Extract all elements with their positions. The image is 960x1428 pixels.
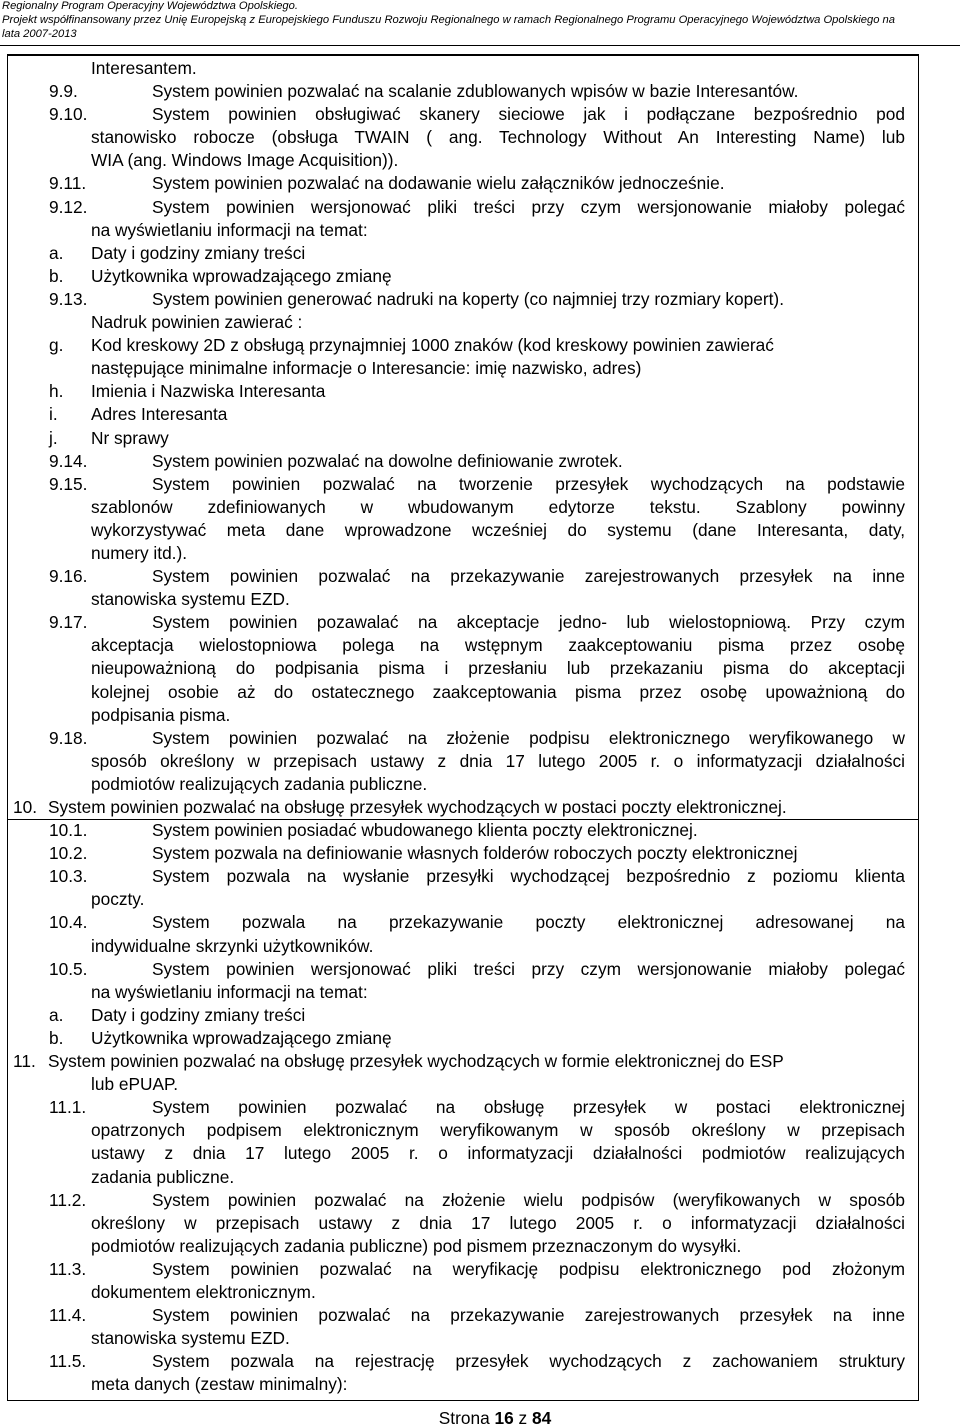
- text-line: [0, 1027, 960, 1050]
- item-text: Użytkownika wprowadzającego zmianę: [91, 1027, 392, 1048]
- item-number: 11.1.: [49, 1097, 87, 1118]
- item-text: System powinien obsługiwać skanery sieciowe jak i podłączane bezpośrednio pod: [152, 104, 905, 125]
- item-text: System pozwala na definiowanie własnych folderów roboczych poczty elektronicznej: [152, 843, 798, 864]
- text-line: [0, 519, 960, 542]
- text-line: [0, 773, 960, 796]
- item-number: 11.5.: [49, 1351, 87, 1372]
- text-line: [0, 935, 960, 958]
- text-line: [0, 242, 960, 265]
- frame-inner-rule: [7, 55, 919, 56]
- item-text: System powinien pozwalać na scalanie zdublowanych wpisów w bazie Interesantów.: [152, 81, 799, 102]
- text-line: [0, 796, 960, 819]
- item-text: na wyświetlaniu informacji na temat:: [91, 981, 368, 1002]
- item-text: podmiotów realizujących zadania publiczne.: [91, 773, 428, 794]
- text-line: [0, 1119, 960, 1142]
- item-text: Kod kreskowy 2D z obsługą przynajmniej 1000 znaków (kod kreskowy powinien zawierać: [91, 335, 774, 356]
- item-number: 9.13.: [49, 288, 88, 309]
- item-text: System powinien wersjonować pliki treści przy czym wersjonowanie miałoby polegać: [152, 196, 905, 217]
- document-body: [0, 57, 960, 1396]
- footer-separator: z: [518, 1408, 528, 1428]
- item-text: wykorzystywać meta dane wprowadzone wcześniej do systemu (dane Interesanta, daty,: [91, 519, 905, 540]
- item-number: j.: [49, 427, 58, 448]
- item-text: szablonów zdefiniowanych w wbudowanym edytorze tekstu. Szablony powinny: [91, 496, 905, 517]
- text-line: [0, 496, 960, 519]
- item-text: podpisania pisma.: [91, 704, 231, 725]
- text-line: [0, 681, 960, 704]
- item-number: 11.2.: [49, 1189, 87, 1210]
- text-line: [0, 565, 960, 588]
- text-line: [0, 1212, 960, 1235]
- text-line: [0, 1373, 960, 1396]
- item-number: 11.4.: [49, 1305, 87, 1326]
- header-rule: [0, 45, 960, 46]
- text-line: [0, 842, 960, 865]
- text-line: [0, 704, 960, 727]
- item-number: 10.1.: [49, 820, 88, 841]
- text-line: [0, 403, 960, 426]
- text-line: [0, 149, 960, 172]
- item-number: 9.9.: [49, 81, 78, 102]
- item-text: lub ePUAP.: [91, 1074, 179, 1095]
- item-text: stanowisko robocze (obsługa TWAIN ( ang. Technology Without An Interesting Name) lub: [91, 127, 905, 148]
- text-line: [0, 1327, 960, 1350]
- text-line: [0, 888, 960, 911]
- item-text: Interesantem.: [91, 58, 197, 78]
- text-line: [0, 611, 960, 634]
- item-text: System powinien pozwalać na złożenie wielu podpisów (weryfikowanych w sposób: [152, 1189, 905, 1210]
- text-line: [0, 172, 960, 195]
- text-line: [0, 1096, 960, 1119]
- text-line: [0, 357, 960, 380]
- item-text: Użytkownika wprowadzającego zmianę: [91, 265, 392, 286]
- item-text: System pozwala na przekazywanie poczty elektronicznej adresowanej na: [152, 912, 905, 933]
- item-number: 9.18.: [49, 727, 88, 748]
- item-number: 9.10.: [49, 104, 88, 125]
- text-line: [0, 865, 960, 888]
- text-line: [0, 981, 960, 1004]
- text-line: [0, 196, 960, 219]
- text-line: [0, 1304, 960, 1327]
- item-text: System pozwala na wysłanie przesyłki wychodzącej bezpośrednio z poziomu klienta: [152, 866, 905, 887]
- text-line: [0, 819, 960, 842]
- text-line: [0, 450, 960, 473]
- item-text: System pozwala na rejestrację przesyłek wychodzących z zachowaniem struktury: [152, 1351, 905, 1372]
- item-text: następujące minimalne informacje o Interesancie: imię nazwisko, adres): [91, 358, 642, 379]
- item-number: 11.: [13, 1051, 36, 1072]
- item-text: Imienia i Nazwiska Interesanta: [91, 381, 326, 402]
- item-number: a.: [49, 1004, 64, 1025]
- item-text: System powinien pozwalać na dowolne definiowanie zwrotek.: [152, 450, 623, 471]
- text-line: [0, 911, 960, 934]
- item-text: numery itd.).: [91, 542, 188, 563]
- item-number: 10.4.: [49, 912, 88, 933]
- item-number: 10.3.: [49, 866, 88, 887]
- text-line: [0, 219, 960, 242]
- text-line: [0, 265, 960, 288]
- item-number: b.: [49, 1027, 64, 1048]
- item-number: 9.11.: [49, 173, 87, 194]
- text-line: [0, 1142, 960, 1165]
- item-text: System powinien generować nadruki na koperty (co najmniej trzy rozmiary kopert).: [152, 288, 784, 309]
- text-line: [0, 1050, 960, 1073]
- header-period: lata 2007-2013: [2, 28, 77, 40]
- item-number: 9.12.: [49, 196, 88, 217]
- text-line: [0, 103, 960, 126]
- item-text: meta danych (zestaw minimalny):: [91, 1374, 348, 1395]
- page-footer: [0, 1408, 960, 1428]
- item-text: System powinien pozwalać na przekazywanie zarejestrowanych przesyłek na inne: [152, 566, 905, 587]
- footer-page-total: 84: [532, 1408, 552, 1428]
- text-line: [0, 1166, 960, 1189]
- text-line: [0, 1350, 960, 1373]
- text-line: [0, 634, 960, 657]
- item-text: Daty i godziny zmiany treści: [91, 242, 306, 263]
- item-text: Nadruk powinien zawierać :: [91, 312, 303, 333]
- item-number: 10.2.: [49, 843, 88, 864]
- item-text: opatrzonych podpisem elektronicznym weryfikowanym w sposób określony w przepisach: [91, 1120, 905, 1141]
- item-text: akceptacja wielostopniowa polega na wstępnym zaakceptowaniu pisma przez osobę: [91, 635, 905, 656]
- item-text: System powinien pozwalać na tworzenie przesyłek wychodzących na podstawie: [152, 473, 905, 494]
- item-text: Daty i godziny zmiany treści: [91, 1004, 306, 1025]
- text-line: [0, 57, 960, 80]
- text-line: [0, 1235, 960, 1258]
- item-text: System powinien wersjonować pliki treści przy czym wersjonowanie miałoby polegać: [152, 958, 905, 979]
- item-text: dokumentem elektronicznym.: [91, 1281, 316, 1302]
- text-line: [0, 657, 960, 680]
- item-text: System powinien pozwalać na złożenie podpisu elektronicznego weryfikowanego w: [152, 727, 905, 748]
- footer-prefix: Strona: [438, 1408, 490, 1428]
- item-number: 10.: [13, 797, 38, 817]
- item-text: sposób określony w przepisach ustawy z dnia 17 lutego 2005 r. o informatyzacji działalności: [91, 750, 905, 771]
- item-text: System powinien pozwalać na obsługę przesyłek w postaci elektronicznej: [152, 1097, 905, 1118]
- item-text: System powinien pozwalać na obsługę przesyłek wychodzących w postaci poczty elektronicznej.: [48, 797, 787, 817]
- text-line: [0, 334, 960, 357]
- item-number: g.: [49, 335, 64, 356]
- item-text: na wyświetlaniu informacji na temat:: [91, 219, 368, 240]
- text-line: [0, 311, 960, 334]
- item-text: określony w przepisach ustawy z dnia 17 lutego 2005 r. o informatyzacji działalności: [91, 1212, 905, 1233]
- item-text: System powinien pozawalać na akceptacje jedno- lub wielostopniową. Przy czym: [152, 612, 905, 633]
- item-text: stanowiska systemu EZD.: [91, 1328, 290, 1349]
- text-line: [0, 126, 960, 149]
- item-text: kolejnej osobie aż do ostatecznego zaakceptowania pisma przez osobę upoważnioną do: [91, 681, 905, 702]
- text-line: [0, 958, 960, 981]
- text-line: [0, 727, 960, 750]
- item-number: 11.3.: [49, 1258, 87, 1279]
- item-text: indywidualne skrzynki użytkowników.: [91, 935, 374, 956]
- header-program-name: Regionalny Program Operacyjny Województwa Opolskiego.: [2, 0, 298, 12]
- text-line: [0, 1004, 960, 1027]
- item-number: 9.14.: [49, 450, 88, 471]
- text-line: [0, 1189, 960, 1212]
- item-text: System powinien pozwalać na weryfikację podpisu elektronicznego pod złożonym: [152, 1258, 905, 1279]
- text-line: [0, 1281, 960, 1304]
- item-text: System powinien pozwalać na dodawanie wielu załączników jednocześnie.: [152, 173, 725, 194]
- item-number: h.: [49, 381, 64, 402]
- item-text: nieupoważnioną do podpisania pisma i przesłaniu lub przekazaniu pisma do akceptacji: [91, 658, 905, 679]
- item-number: a.: [49, 242, 64, 263]
- item-text: stanowiska systemu EZD.: [91, 589, 290, 610]
- footer-page-number: 16: [494, 1408, 514, 1428]
- item-number: 9.15.: [49, 473, 88, 494]
- item-number: 10.5.: [49, 958, 88, 979]
- text-line: [0, 1258, 960, 1281]
- item-text: System powinien pozwalać na obsługę przesyłek wychodzących w formie elektronicznej do ESP: [48, 1051, 784, 1072]
- header-cofinancing-note: Projekt współfinansowany przez Unię Europejską z Europejskiego Funduszu Rozwoju Regionalnego w ramach Regionalnego Programu Operacyjnego Województwa Opolskiego na: [2, 14, 896, 26]
- text-line: [0, 750, 960, 773]
- text-line: [0, 288, 960, 311]
- item-text: System powinien posiadać wbudowanego klienta poczty elektronicznej.: [152, 820, 698, 841]
- item-text: ustawy z dnia 17 lutego 2005 r. o informatyzacji działalności podmiotów realizujących: [91, 1143, 905, 1164]
- item-text: poczty.: [91, 889, 145, 910]
- text-line: [0, 380, 960, 403]
- text-line: [0, 588, 960, 611]
- text-line: [0, 80, 960, 103]
- text-line: [0, 542, 960, 565]
- item-text: zadania publiczne.: [91, 1166, 235, 1187]
- item-text: Adres Interesanta: [91, 404, 228, 425]
- item-number: 9.17.: [49, 612, 88, 633]
- text-line: [0, 427, 960, 450]
- text-line: [0, 1073, 960, 1096]
- item-number: 9.16.: [49, 566, 88, 587]
- item-number: b.: [49, 265, 64, 286]
- item-number: i.: [49, 404, 58, 425]
- item-text: Nr sprawy: [91, 427, 169, 448]
- text-line: [0, 473, 960, 496]
- item-text: WIA (ang. Windows Image Acquisition)).: [91, 150, 399, 171]
- item-text: System powinien pozwalać na przekazywanie zarejestrowanych przesyłek na inne: [152, 1305, 905, 1326]
- item-text: podmiotów realizujących zadania publiczne) pod pismem przeznaczonym do wysyłki.: [91, 1235, 742, 1256]
